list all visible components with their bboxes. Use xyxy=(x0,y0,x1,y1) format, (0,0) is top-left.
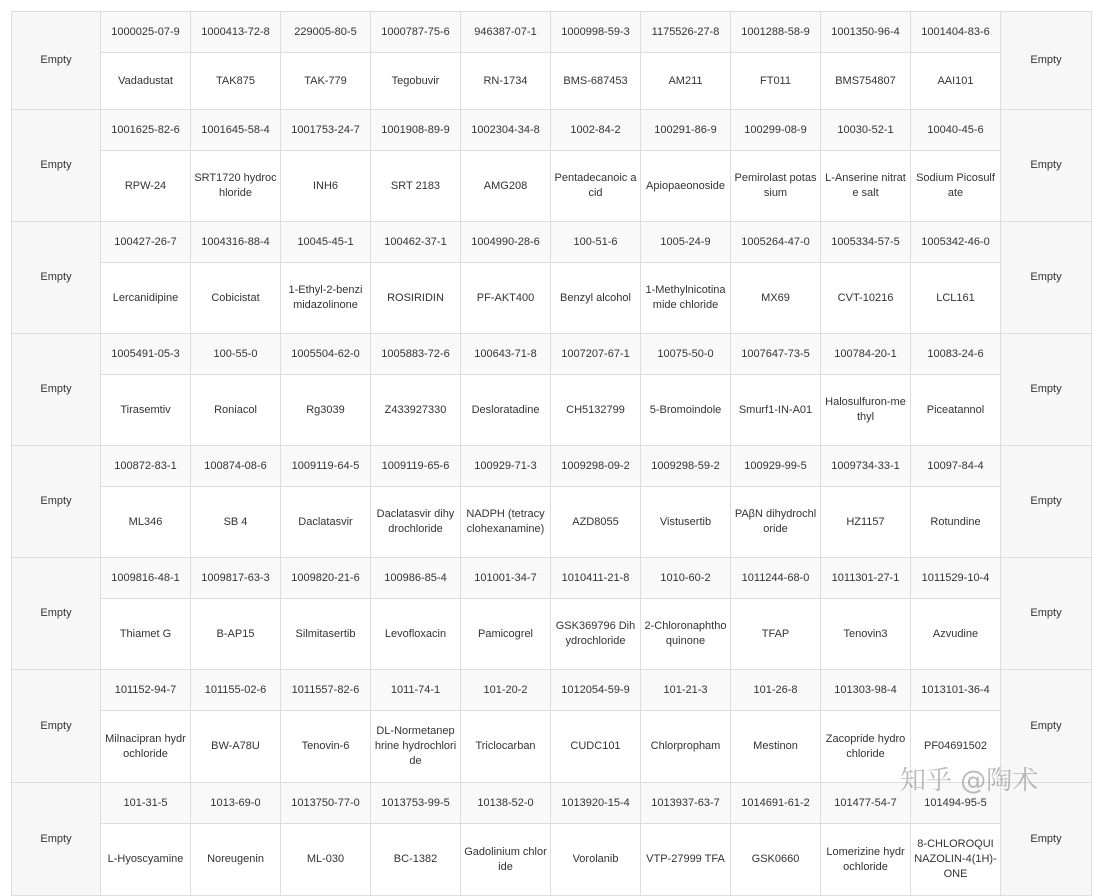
cas-number-cell: 1001753-24-7 xyxy=(281,110,371,151)
cas-number-cell: 101-31-5 xyxy=(101,783,191,824)
compound-name-cell: HZ1157 xyxy=(821,487,911,558)
cas-number-cell: 1002-84-2 xyxy=(551,110,641,151)
compound-name-cell: Z433927330 xyxy=(371,375,461,446)
cas-number-cell: 1013750-77-0 xyxy=(281,783,371,824)
empty-cell-right: Empty xyxy=(1001,12,1092,110)
empty-cell-left: Empty xyxy=(12,110,101,222)
cas-row xyxy=(12,558,1092,599)
cas-number-cell: 1000998-59-3 xyxy=(551,12,641,53)
compound-name-cell: Noreugenin xyxy=(191,824,281,896)
cas-number-cell: 1001908-89-9 xyxy=(371,110,461,151)
watermark: 知乎 @陶术 xyxy=(900,766,1039,796)
cas-number-cell: 100929-99-5 xyxy=(731,446,821,487)
compound-name-cell: Roniacol xyxy=(191,375,281,446)
cas-number-cell: 10138-52-0 xyxy=(461,783,551,824)
compound-name-cell: ML346 xyxy=(101,487,191,558)
compound-name-cell: Daclatasvir xyxy=(281,487,371,558)
cas-number-cell: 1009298-09-2 xyxy=(551,446,641,487)
cas-number-cell: 100929-71-3 xyxy=(461,446,551,487)
cas-number-cell: 1005504-62-0 xyxy=(281,334,371,375)
cas-number-cell: 1000787-75-6 xyxy=(371,12,461,53)
cas-number-cell: 1009119-65-6 xyxy=(371,446,461,487)
compound-name-cell: AMG208 xyxy=(461,151,551,222)
compound-name-cell: B-AP15 xyxy=(191,599,281,670)
cas-number-cell: 1005334-57-5 xyxy=(821,222,911,263)
compound-name-cell: TAK-779 xyxy=(281,53,371,110)
cas-number-cell: 1005491-05-3 xyxy=(101,334,191,375)
cas-number-cell: 1009119-64-5 xyxy=(281,446,371,487)
compound-name-cell: Rotundine xyxy=(911,487,1001,558)
cas-number-cell: 229005-80-5 xyxy=(281,12,371,53)
compound-name-cell: Tenovin-6 xyxy=(281,711,371,783)
compound-name-cell: BMS754807 xyxy=(821,53,911,110)
compound-name-cell: Pamicogrel xyxy=(461,599,551,670)
compound-name-cell: Benzyl alcohol xyxy=(551,263,641,334)
cas-number-cell: 100874-08-6 xyxy=(191,446,281,487)
cas-number-cell: 100299-08-9 xyxy=(731,110,821,151)
cas-number-cell: 1000025-07-9 xyxy=(101,12,191,53)
compound-name-cell: 2-Chloronaphthoquinone xyxy=(641,599,731,670)
cas-row xyxy=(12,222,1092,263)
cas-number-cell: 1001350-96-4 xyxy=(821,12,911,53)
compound-name-cell: Tegobuvir xyxy=(371,53,461,110)
compound-name-cell: Piceatannol xyxy=(911,375,1001,446)
compound-name-cell: PF04691502 xyxy=(911,711,1001,783)
cas-number-cell: 101477-54-7 xyxy=(821,783,911,824)
compound-name-cell: Rg3039 xyxy=(281,375,371,446)
compound-name-cell: Lomerizine hydrochloride xyxy=(821,824,911,896)
cas-number-cell: 100291-86-9 xyxy=(641,110,731,151)
compound-name-cell: GSK369796 Dihydrochloride xyxy=(551,599,641,670)
cas-number-cell: 100643-71-8 xyxy=(461,334,551,375)
compound-name-cell: SRT1720 hydrochloride xyxy=(191,151,281,222)
compound-name-cell: Gadolinium chloride xyxy=(461,824,551,896)
compound-name-cell: 1-Ethyl-2-benzimidazolinone xyxy=(281,263,371,334)
compound-name-cell: AAI101 xyxy=(911,53,1001,110)
compound-name-cell: 5-Bromoindole xyxy=(641,375,731,446)
compound-name-cell: Vistusertib xyxy=(641,487,731,558)
compound-name-cell: CH5132799 xyxy=(551,375,641,446)
cas-number-cell: 100872-83-1 xyxy=(101,446,191,487)
cas-number-cell: 1001288-58-9 xyxy=(731,12,821,53)
cas-number-cell: 1009298-59-2 xyxy=(641,446,731,487)
compound-name-cell: NADPH (tetracyclohexanamine) xyxy=(461,487,551,558)
compound-name-cell: CVT-10216 xyxy=(821,263,911,334)
compound-name-cell: Milnacipran hydrochloride xyxy=(101,711,191,783)
cas-number-cell: 1011557-82-6 xyxy=(281,670,371,711)
compound-name-cell: Apiopaeonoside xyxy=(641,151,731,222)
empty-cell-right: Empty xyxy=(1001,110,1092,222)
compound-name-row xyxy=(12,53,1092,110)
empty-cell-left: Empty xyxy=(12,446,101,558)
empty-cell-right: Empty xyxy=(1001,334,1092,446)
compound-name-cell: INH6 xyxy=(281,151,371,222)
empty-cell-left: Empty xyxy=(12,334,101,446)
cas-number-cell: 1011244-68-0 xyxy=(731,558,821,599)
cas-row xyxy=(12,110,1092,151)
empty-cell-right: Empty xyxy=(1001,446,1092,558)
compound-name-cell: DL-Normetanephrine hydrochloride xyxy=(371,711,461,783)
compound-name-cell: Triclocarban xyxy=(461,711,551,783)
cas-number-cell: 1013-69-0 xyxy=(191,783,281,824)
cas-number-cell: 1009817-63-3 xyxy=(191,558,281,599)
cas-number-cell: 10040-45-6 xyxy=(911,110,1001,151)
cas-number-cell: 1011301-27-1 xyxy=(821,558,911,599)
compound-name-cell: GSK0660 xyxy=(731,824,821,896)
cas-number-cell: 101155-02-6 xyxy=(191,670,281,711)
empty-cell-left: Empty xyxy=(12,12,101,110)
cas-number-cell: 1001625-82-6 xyxy=(101,110,191,151)
cas-number-cell: 1009816-48-1 xyxy=(101,558,191,599)
cas-number-cell: 1014691-61-2 xyxy=(731,783,821,824)
cas-number-cell: 101494-95-5 xyxy=(911,783,1001,824)
compound-name-cell: Silmitasertib xyxy=(281,599,371,670)
compound-name-cell: 1-Methylnicotinamide chloride xyxy=(641,263,731,334)
compound-name-row xyxy=(12,263,1092,334)
compound-name-cell: Sodium Picosulfate xyxy=(911,151,1001,222)
compound-name-cell: BW-A78U xyxy=(191,711,281,783)
cas-number-cell: 101-20-2 xyxy=(461,670,551,711)
cas-number-cell: 100427-26-7 xyxy=(101,222,191,263)
cas-number-cell: 101001-34-7 xyxy=(461,558,551,599)
compound-name-row xyxy=(12,599,1092,670)
compound-name-cell: RPW-24 xyxy=(101,151,191,222)
compound-name-cell: Desloratadine xyxy=(461,375,551,446)
compound-name-cell: TFAP xyxy=(731,599,821,670)
compound-name-cell: Lercanidipine xyxy=(101,263,191,334)
cas-number-cell: 10030-52-1 xyxy=(821,110,911,151)
cas-row xyxy=(12,783,1092,824)
compound-name-row xyxy=(12,375,1092,446)
compound-name-cell: ML-030 xyxy=(281,824,371,896)
cas-number-cell: 1004316-88-4 xyxy=(191,222,281,263)
cas-number-cell: 1010-60-2 xyxy=(641,558,731,599)
compound-name-cell: BMS-687453 xyxy=(551,53,641,110)
cas-number-cell: 1011-74-1 xyxy=(371,670,461,711)
cas-number-cell: 10083-24-6 xyxy=(911,334,1001,375)
compound-name-row xyxy=(12,711,1092,783)
cas-number-cell: 1013937-63-7 xyxy=(641,783,731,824)
cas-number-cell: 1005-24-9 xyxy=(641,222,731,263)
cas-number-cell: 1011529-10-4 xyxy=(911,558,1001,599)
cas-number-cell: 1010411-21-8 xyxy=(551,558,641,599)
cas-number-cell: 100986-85-4 xyxy=(371,558,461,599)
compound-name-cell: Smurf1-IN-A01 xyxy=(731,375,821,446)
cas-row xyxy=(12,446,1092,487)
cas-row xyxy=(12,334,1092,375)
cas-row xyxy=(12,670,1092,711)
cas-number-cell: 10075-50-0 xyxy=(641,334,731,375)
cas-number-cell: 1001645-58-4 xyxy=(191,110,281,151)
compound-name-cell: TAK875 xyxy=(191,53,281,110)
compound-name-cell: L-Anserine nitrate salt xyxy=(821,151,911,222)
compound-name-cell: Tenovin3 xyxy=(821,599,911,670)
compound-name-cell: Levofloxacin xyxy=(371,599,461,670)
empty-cell-left: Empty xyxy=(12,670,101,783)
cas-number-cell: 1009820-21-6 xyxy=(281,558,371,599)
cas-number-cell: 101303-98-4 xyxy=(821,670,911,711)
compound-name-cell: BC-1382 xyxy=(371,824,461,896)
cas-number-cell: 101-26-8 xyxy=(731,670,821,711)
cas-number-cell: 1013920-15-4 xyxy=(551,783,641,824)
cas-number-cell: 946387-07-1 xyxy=(461,12,551,53)
cas-number-cell: 1013753-99-5 xyxy=(371,783,461,824)
compound-name-cell: Mestinon xyxy=(731,711,821,783)
cas-number-cell: 1009734-33-1 xyxy=(821,446,911,487)
compound-name-cell: Thiamet G xyxy=(101,599,191,670)
cas-number-cell: 100462-37-1 xyxy=(371,222,461,263)
compound-name-cell: FT011 xyxy=(731,53,821,110)
cas-number-cell: 100784-20-1 xyxy=(821,334,911,375)
cas-number-cell: 1005342-46-0 xyxy=(911,222,1001,263)
compound-name-cell: Azvudine xyxy=(911,599,1001,670)
compound-name-cell: Halosulfuron-methyl xyxy=(821,375,911,446)
empty-cell-right: Empty xyxy=(1001,783,1092,896)
empty-cell-left: Empty xyxy=(12,222,101,334)
compound-name-cell: Chlorpropham xyxy=(641,711,731,783)
cas-number-cell: 1005264-47-0 xyxy=(731,222,821,263)
compound-name-cell: Cobicistat xyxy=(191,263,281,334)
compound-name-row xyxy=(12,487,1092,558)
compound-name-row xyxy=(12,151,1092,222)
cas-number-cell: 100-51-6 xyxy=(551,222,641,263)
cas-number-cell: 10045-45-1 xyxy=(281,222,371,263)
compound-name-cell: ROSIRIDIN xyxy=(371,263,461,334)
compound-name-cell: Pemirolast potassium xyxy=(731,151,821,222)
cas-number-cell: 1013101-36-4 xyxy=(911,670,1001,711)
cas-number-cell: 1001404-83-6 xyxy=(911,12,1001,53)
compound-name-cell: Tirasemtiv xyxy=(101,375,191,446)
compound-name-cell: CUDC101 xyxy=(551,711,641,783)
empty-cell-left: Empty xyxy=(12,558,101,670)
compound-name-cell: L-Hyoscyamine xyxy=(101,824,191,896)
compound-name-cell: PAβN dihydrochloride xyxy=(731,487,821,558)
compound-name-cell: LCL161 xyxy=(911,263,1001,334)
compound-name-cell: SB 4 xyxy=(191,487,281,558)
cas-number-cell: 1012054-59-9 xyxy=(551,670,641,711)
empty-cell-right: Empty xyxy=(1001,558,1092,670)
compound-name-cell: Daclatasvir dihydrochloride xyxy=(371,487,461,558)
compound-table-body xyxy=(12,12,1092,896)
compound-name-cell: Zacopride hydrochloride xyxy=(821,711,911,783)
cas-number-cell: 1005883-72-6 xyxy=(371,334,461,375)
cas-number-cell: 1007647-73-5 xyxy=(731,334,821,375)
cas-row xyxy=(12,12,1092,53)
compound-name-cell: PF-AKT400 xyxy=(461,263,551,334)
cas-number-cell: 10097-84-4 xyxy=(911,446,1001,487)
compound-name-cell: AZD8055 xyxy=(551,487,641,558)
cas-number-cell: 1002304-34-8 xyxy=(461,110,551,151)
cas-number-cell: 101152-94-7 xyxy=(101,670,191,711)
compound-name-cell: SRT 2183 xyxy=(371,151,461,222)
empty-cell-right: Empty xyxy=(1001,670,1092,783)
compound-name-cell: Pentadecanoic acid xyxy=(551,151,641,222)
compound-name-cell: RN-1734 xyxy=(461,53,551,110)
cas-number-cell: 1004990-28-6 xyxy=(461,222,551,263)
compound-name-cell: Vorolanib xyxy=(551,824,641,896)
cas-number-cell: 100-55-0 xyxy=(191,334,281,375)
compound-name-cell: AM211 xyxy=(641,53,731,110)
compound-name-cell: 8-CHLOROQUINAZOLIN-4(1H)-ONE xyxy=(911,824,1001,896)
compound-name-cell: Vadadustat xyxy=(101,53,191,110)
compound-name-row xyxy=(12,824,1092,896)
cas-number-cell: 101-21-3 xyxy=(641,670,731,711)
empty-cell-right: Empty xyxy=(1001,222,1092,334)
cas-number-cell: 1007207-67-1 xyxy=(551,334,641,375)
cas-number-cell: 1000413-72-8 xyxy=(191,12,281,53)
compound-name-cell: VTP-27999 TFA xyxy=(641,824,731,896)
compound-name-cell: MX69 xyxy=(731,263,821,334)
empty-cell-left: Empty xyxy=(12,783,101,896)
cas-number-cell: 1175526-27-8 xyxy=(641,12,731,53)
compound-table xyxy=(11,11,1092,896)
